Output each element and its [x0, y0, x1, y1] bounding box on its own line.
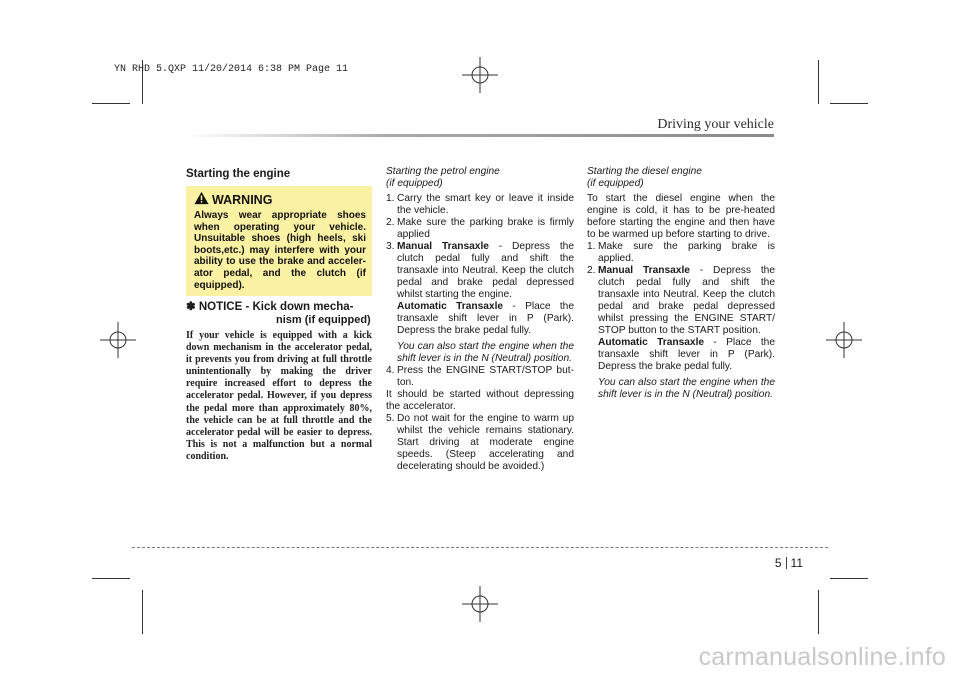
- crop-mark: [830, 103, 868, 104]
- page-number-value: 11: [790, 556, 803, 570]
- heading-starting-engine: Starting the engine: [186, 168, 291, 180]
- manual-transaxle-label: Manual Transaxle: [397, 241, 489, 252]
- warning-title: WARNING: [212, 193, 273, 207]
- italic-note: You can also start the engine when the shift lever is in the N (Neutral) position.: [397, 341, 574, 364]
- step-text: Do not wait for the engine to warm up whilst the vehicle remains stationary. Start driving at moderate engine speeds. (Steep accelerating and decelerating should be avoided.): [397, 413, 574, 472]
- list-item: [386, 413, 574, 473]
- page-number: [775, 556, 803, 570]
- notice-title-line1: Kick down mecha-: [252, 301, 354, 313]
- step-text: - Depress the clutch pedal fully and shift the transaxle into Neutral. Keep the clutch pedal and brake pedal depressed whilst pressing the ENGINE START/ STOP button to the START position.: [598, 265, 775, 336]
- notice-heading: [186, 301, 372, 327]
- page-separator: [786, 557, 787, 569]
- automatic-transaxle-label: Automatic Transaxle: [598, 337, 705, 348]
- subheading-petrol: [386, 166, 574, 190]
- list-number: 4.: [386, 365, 395, 376]
- crop-mark: [818, 590, 819, 634]
- registration-mark-bottom-icon: [458, 586, 502, 622]
- notice-title-line2: nism (if equipped): [276, 314, 371, 326]
- list-number: 2.: [386, 217, 395, 228]
- subheading-petrol-line2: (if equipped): [386, 178, 443, 189]
- crop-mark: [92, 103, 130, 104]
- registration-mark-left-icon: [98, 322, 138, 358]
- paragraph: It should be started without depressing the accelerator.: [386, 389, 574, 412]
- list-number: 1.: [587, 241, 596, 252]
- list-item: [386, 217, 574, 241]
- step-text: Press the ENGINE START/STOP but-ton.: [397, 365, 574, 388]
- warning-triangle-icon: [194, 191, 209, 205]
- step-text: - Place the transaxle shift lever in P (Park). Depress the brake pedal fully.: [598, 337, 775, 372]
- step-text: - Depress the clutch pedal fully and shift the transaxle into Neutral. Keep the clutch pedal and brake pedal depressed whilst starting the engine.: [397, 241, 574, 300]
- list-item: [386, 241, 574, 301]
- crop-mark: [830, 578, 868, 579]
- registration-mark-right-icon: [824, 322, 864, 358]
- warning-box: [186, 186, 372, 296]
- chapter-number: 5: [774, 556, 782, 570]
- list-number: 5.: [386, 413, 395, 424]
- manual-transaxle-label: Manual Transaxle: [598, 265, 690, 276]
- section-title: Driving your vehicle: [657, 117, 774, 132]
- footer-rule: [132, 547, 828, 548]
- crop-mark: [818, 60, 819, 104]
- column-2: [386, 166, 574, 473]
- list-item: [587, 265, 775, 337]
- warning-body: Always wear appropriate shoes when operating your vehicle. Unsuitable shoes (high heels, ski boots,etc.) may interfere with your ability to use the brake and acceler-ator pedal, and the clutch (if equipped).: [194, 210, 366, 291]
- step-text: - Place the transaxle shift lever in P (Park). Depress the brake pedal fully.: [397, 301, 574, 336]
- step-text: Make sure the parking brake is firmly applied: [397, 217, 574, 240]
- column-3: [587, 166, 775, 401]
- subheading-petrol-line1: Starting the petrol engine: [386, 166, 500, 177]
- watermark: carmanualsonline.info: [698, 643, 946, 671]
- paragraph: To start the diesel engine when the engine is cold, it has to be pre-heated before starting the engine and then have to be warmed up before starting to drive.: [587, 193, 775, 240]
- registration-mark-top-icon: [458, 57, 502, 93]
- list-number: 1.: [386, 193, 395, 204]
- list-number: 3.: [386, 241, 395, 252]
- notice-block: [186, 301, 372, 463]
- print-slug: YN RHD 5.QXP 11/20/2014 6:38 PM Page 11: [114, 64, 349, 75]
- step-text: Make sure the parking brake is applied.: [598, 241, 775, 264]
- list-number: 2.: [587, 265, 596, 276]
- automatic-paragraph: [386, 301, 574, 337]
- notice-body: If your vehicle is equipped with a kick down mechanism in the accelerator pedal, it prevents you from driving at full throttle unintentionally by making the driver require increased effort to depress the accelerator pedal. However, if you depress the pedal more than approximately 80%, the vehicle can be at full throttle and the accelerator pedal will be easier to depress. This is not a malfunction but a normal condition.: [186, 330, 372, 462]
- subheading-diesel: [587, 166, 775, 190]
- step-text: Carry the smart key or leave it inside the vehicle.: [397, 193, 574, 216]
- list-item: [386, 365, 574, 389]
- subheading-diesel-line1: Starting the diesel engine: [587, 166, 702, 177]
- column-1: [186, 168, 371, 180]
- automatic-transaxle-label: Automatic Transaxle: [397, 301, 504, 312]
- notice-prefix: ✽ NOTICE -: [186, 301, 253, 313]
- italic-note: You can also start the engine when the shift lever is in the N (Neutral) position.: [598, 377, 775, 400]
- subheading-diesel-line2: (if equipped): [587, 178, 644, 189]
- crop-mark: [92, 578, 130, 579]
- list-item: [386, 193, 574, 217]
- list-item: [587, 241, 775, 265]
- crop-mark: [142, 590, 143, 634]
- header-rule: [184, 134, 774, 137]
- automatic-paragraph: [587, 337, 775, 373]
